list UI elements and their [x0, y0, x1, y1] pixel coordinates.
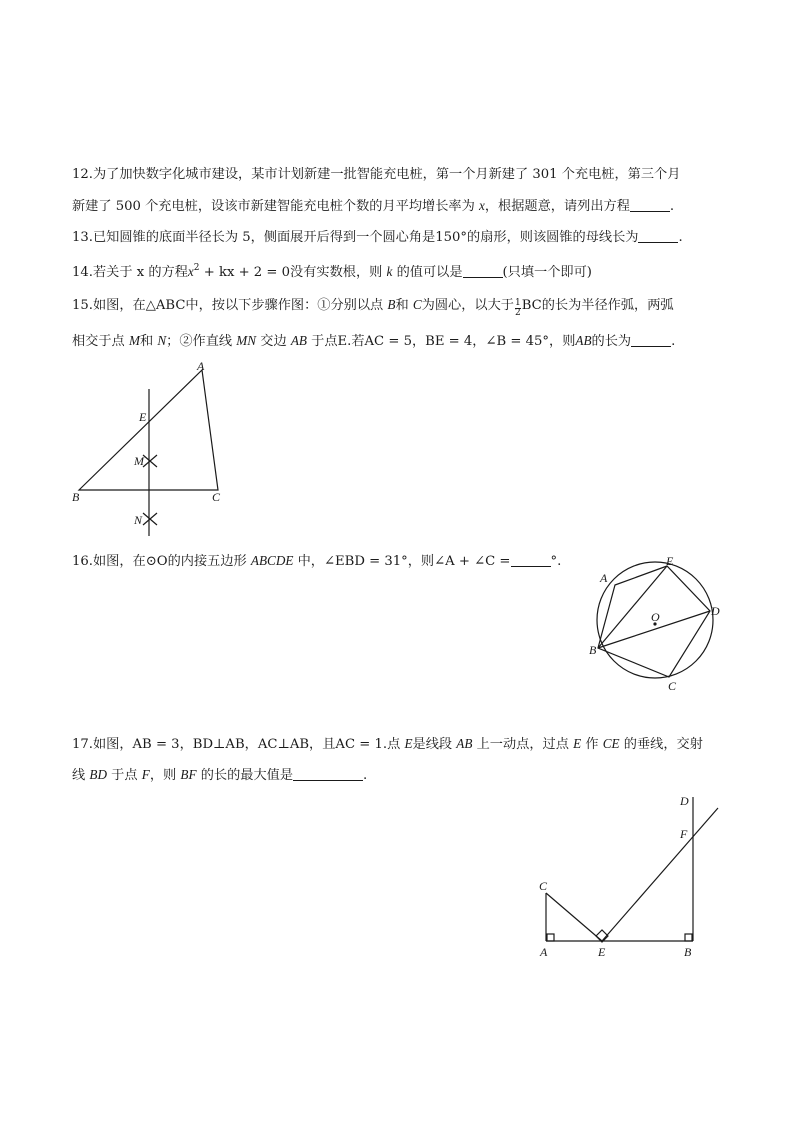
question-17-line-2: 线 BD 于点 F，则 BF 的长的最大值是 . [72, 767, 368, 783]
label-B: B [72, 490, 80, 504]
question-12-line-1: 12.为了加快数字化城市建设，某市计划新建一批智能充电桩，第一个月新建了 301 个充电桩，第三个月 [72, 167, 681, 182]
label-D: D [680, 794, 689, 808]
label-D: D [711, 604, 720, 618]
label-C: C [668, 679, 677, 693]
label-O: O [651, 610, 660, 624]
label-C: C [212, 490, 221, 504]
label-N: N [134, 513, 143, 527]
question-12-line-2: 新建了 500 个充电桩，设该市新建智能充电桩个数的月平均增长率为 x，根据题意，请列出方程 . [72, 198, 675, 214]
label-E: E [598, 945, 606, 959]
label-B: B [589, 643, 597, 657]
label-A: A [540, 945, 548, 959]
label-M: M [134, 454, 144, 468]
question-15-line-2: 相交于点 M和 N；②作直线 MN 交边 AB 于点E.若AC = 5，BE = 4，∠B = 45°，则AB的长为 . [72, 333, 676, 349]
label-B: B [684, 945, 692, 959]
label-E: E [666, 554, 674, 568]
question-14: 14.若关于 x 的方程$x^2$ + kx + 2 = 0没有实数根，则 k 的值可以是 (只填一个即可) [72, 263, 592, 280]
label-A: A [197, 359, 205, 373]
question-13: 13.已知圆锥的底面半径长为 5，侧面展开后得到一个圆心角是150°的扇形，则该圆锥的母线长为 . [72, 230, 683, 245]
question-16: 16.如图，在⊙O的内接五边形 ABCDE 中，∠EBD = 31°，则∠A + ∠C = °. [72, 553, 562, 569]
fraction-one-half: $\frac{1}{2}$ [514, 298, 521, 318]
label-C: C [539, 879, 548, 893]
right-angle-b [685, 934, 692, 941]
question-17-line-1: 17.如图，AB = 3，BD⊥AB，AC⊥AB，且AC = 1.点 E是线段 AB 上一动点，过点 E 作 CE 的垂线，交射 [72, 736, 703, 752]
line-ef [602, 808, 718, 941]
label-F: F [680, 827, 688, 841]
label-A: A [600, 571, 608, 585]
question-15-line-1: 15.如图，在△ABC中，按以下步骤作图：①分别以点 B和 C为圆心，以大于 $\frac{1}{2}$ BC的长为半径作弧，两弧 [72, 297, 674, 318]
label-E: E [139, 410, 147, 424]
right-angle-a [547, 934, 554, 941]
